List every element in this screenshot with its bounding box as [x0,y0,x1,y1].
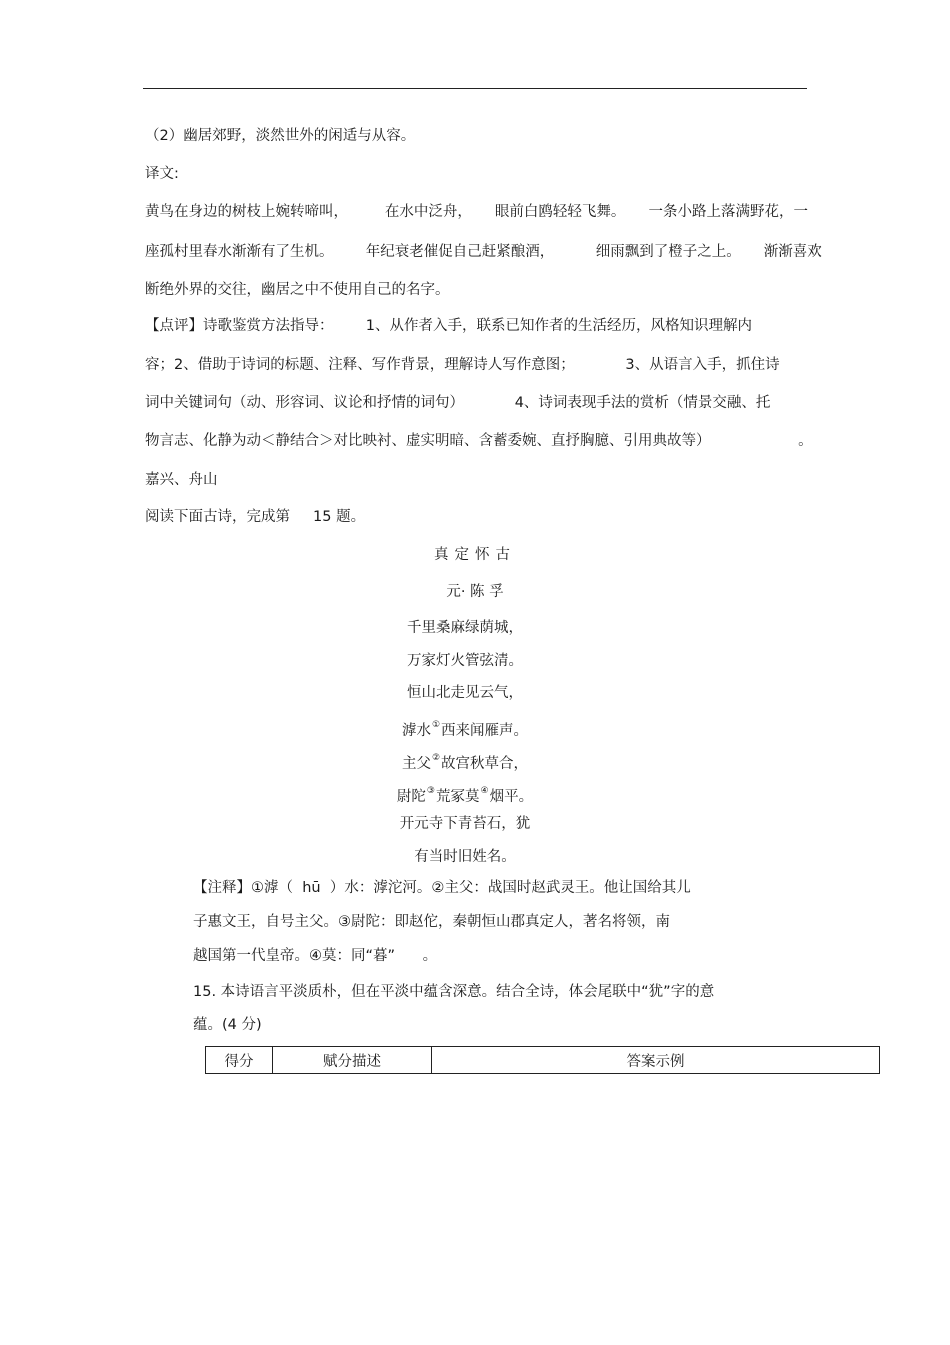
poem-line-8: 有当时旧姓名。 [414,849,516,865]
poem-line-5 [0,748,930,774]
poem-line-6 [0,781,930,807]
comment-line-1: 【点评】诗歌鉴赏方法指导： 1、从作者入手，联系已知作者的生活经历，风格知识理解内 [145,318,752,334]
poem-line-4 [0,715,930,741]
footnote-marker: ③ [426,786,435,796]
answer-point-2: （2）幽居郊野，淡然世外的闲适与从容。 [145,128,416,144]
header-example: 答案示例 [432,1047,880,1074]
notes-line-3: 越国第一代皇帝。④莫：同“暮” 。 [193,948,438,964]
header-rule [143,88,807,89]
poem-line-7: 开元寺下青苔石，犹 [399,816,531,832]
poem-line-2: 万家灯火管弦清。 [407,653,523,669]
poem-text: 荒冢莫 [436,789,480,805]
notes-line-1: 【注释】①滹（ hū ）水：滹沱河。②主父：战国时赵武灵王。他让国给其儿 [193,880,691,896]
poem-text: 滹水 [401,723,431,739]
question-line-2: 蕴。(4 分) [193,1017,262,1033]
poem-text: 主父 [401,756,431,772]
notes-line-2: 子惠文王，自号主父。③尉陀：即赵佗，秦朝恒山郡真定人，著名将领，南 [193,914,670,930]
translation-line-1: 黄鸟在身边的树枝上婉转啼叫， 在水中泛舟， 眼前白鸥轻轻飞舞。 一条小路上落满野花，一 [145,204,808,220]
comment-line-3: 词中关键词句（动、形容词、议论和抒情的词句） 4、诗词表现手法的赏析（情景交融、托 [145,395,771,411]
question-line-1: 15. 本诗语言平淡质朴，但在平淡中蕴含深意。结合全诗，体会尾联中“犹”字的意 [193,984,715,1000]
footnote-marker: ④ [480,786,489,796]
table-header-row [206,1047,880,1074]
poem-line-3: 恒山北走见云气， [407,685,523,701]
poem-title: 真定怀古 [434,547,516,563]
comment-line-4: 物言志、化静为动＜静结合＞对比映衬、虚实明暗、含蓄委婉、直抒胸臆、引用典故等） 。 [145,433,813,449]
poem-line-1: 千里桑麻绿荫城， [407,620,523,636]
translation-line-2: 座孤村里春水渐渐有了生机。 年纪衰老催促自己赶紧酿酒， 细雨飘到了橙子之上。 渐渐喜欢 [145,244,822,260]
footnote-marker: ① [431,720,441,730]
comment-line-2: 容；2、借助于诗词的标题、注释、写作背景，理解诗人写作意图； 3、从语言入手，抓住诗 [145,357,780,373]
instruction: 阅读下面古诗，完成第 15 题。 [145,509,366,525]
header-description: 赋分描述 [273,1047,432,1074]
poem-author: 元· 陈 孚 [446,584,504,600]
header-score: 得分 [206,1047,273,1074]
translation-label: 译文: [145,166,179,182]
poem-text: 西来闻雁声。 [441,723,529,739]
poem-text: 尉陀 [396,789,426,805]
poem-text: 故宫秋草合， [441,756,529,772]
region-label: 嘉兴、舟山 [145,472,218,488]
poem-text: 烟平。 [489,789,534,805]
translation-line-3: 断绝外界的交往，幽居之中不使用自己的名字。 [145,282,450,298]
footnote-marker: ② [431,753,441,763]
scoring-table [205,1046,880,1074]
